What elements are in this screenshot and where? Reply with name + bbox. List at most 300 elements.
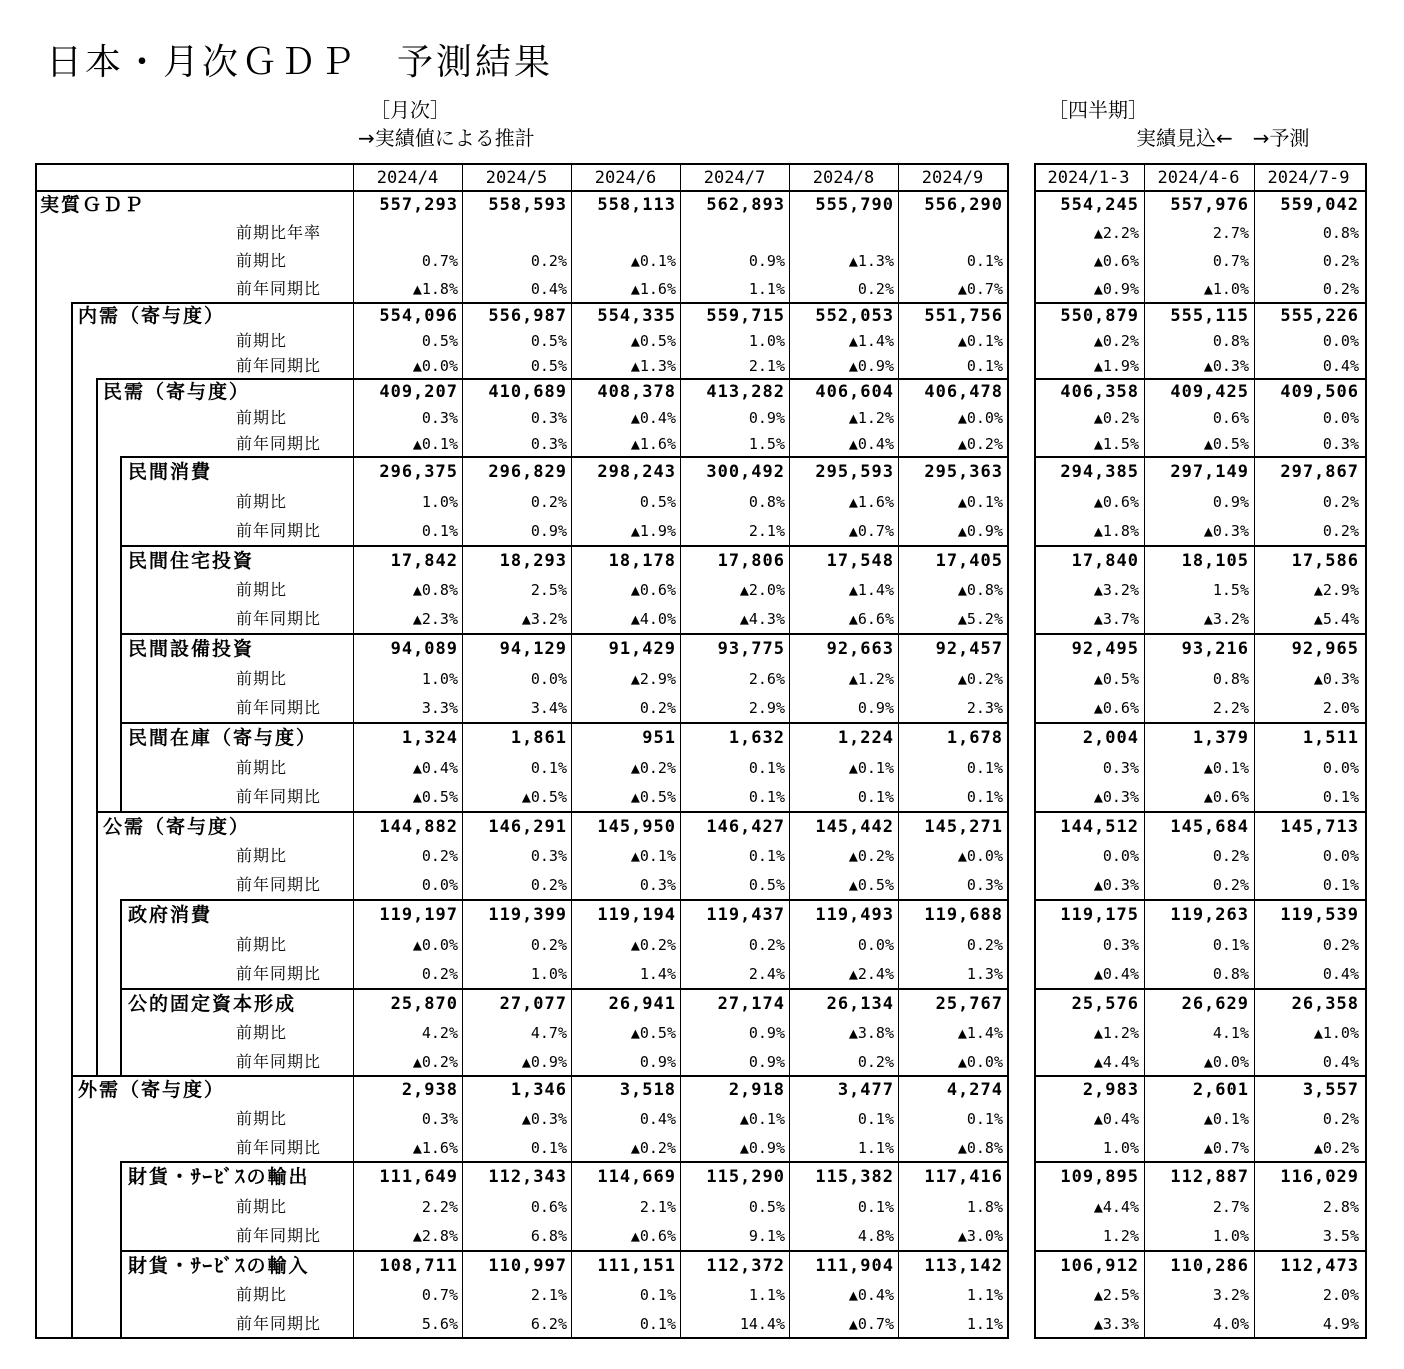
table-cell: 1.0%: [530, 965, 567, 984]
table-cell: 1,224: [837, 727, 894, 748]
table-cell: 554,245: [1060, 195, 1139, 215]
row-label-9: 公的固定資本形成: [128, 992, 297, 1015]
table-cell: 146,291: [488, 816, 567, 837]
row-sublabel: 前期比: [236, 668, 288, 688]
table-cell: 559,042: [1280, 195, 1359, 215]
table-cell: 1,346: [510, 1080, 567, 1101]
table-cell: [357, 220, 458, 246]
table-cell: 0.2%: [530, 876, 567, 895]
row-sublabel: 前年同期比: [236, 1226, 322, 1246]
table-cell: 0.5%: [639, 492, 676, 511]
table-cell: ▲0.2%: [957, 435, 1003, 453]
table-cell: ▲0.0%: [412, 357, 458, 376]
table-cell: ▲2.2%: [1093, 224, 1139, 242]
table-cell: 0.4%: [1322, 1052, 1359, 1071]
table-cell: 554,335: [597, 305, 676, 326]
table-cell: 0.0%: [1322, 409, 1359, 427]
table-cell: ▲0.1%: [1203, 758, 1249, 777]
table-cell: ▲0.4%: [412, 758, 458, 777]
table-cell: 409,506: [1280, 382, 1359, 402]
table-cell: 0.8%: [1212, 965, 1249, 984]
table-cell: ▲0.5%: [630, 332, 676, 350]
table-cell: 295,593: [815, 461, 894, 482]
table-cell: 0.4%: [530, 280, 567, 298]
table-cell: 4.9%: [1322, 1314, 1359, 1333]
table-cell: 1.5%: [748, 435, 785, 453]
table-cell: 18,178: [608, 550, 676, 571]
table-cell: 113,142: [924, 1255, 1003, 1276]
table-cell: ▲0.7%: [957, 280, 1003, 298]
table-cell: 4.2%: [421, 1023, 458, 1042]
table-cell: ▲1.0%: [1313, 1023, 1359, 1042]
row-label-6: 民間在庫（寄与度）: [128, 726, 318, 749]
table-cell: ▲1.0%: [1203, 280, 1249, 298]
column-header-month: 2024/4: [376, 168, 439, 188]
table-cell: ▲2.8%: [412, 1227, 458, 1246]
row-label-1: 内需（寄与度）: [78, 304, 226, 327]
table-cell: 26,941: [608, 993, 676, 1014]
table-cell: 5.6%: [421, 1314, 458, 1333]
row-sublabel: 前年同期比: [236, 434, 322, 453]
table-cell: ▲0.9%: [1093, 280, 1139, 298]
table-cell: 0.2%: [530, 935, 567, 954]
table-cell: 0.1%: [421, 522, 458, 541]
table-cell: 17,548: [826, 550, 894, 571]
table-cell: 0.8%: [1212, 669, 1249, 688]
table-cell: 296,829: [488, 461, 567, 482]
table-cell: 1.5%: [1212, 581, 1249, 599]
table-cell: 1.0%: [748, 332, 785, 350]
table-cell: 119,175: [1060, 904, 1139, 925]
table-cell: 1.3%: [966, 965, 1003, 984]
table-cell: 0.0%: [857, 935, 894, 954]
table-cell: 0.1%: [1212, 935, 1249, 954]
table-cell: ▲3.2%: [1093, 581, 1139, 599]
table-cell: ▲1.3%: [630, 357, 676, 376]
table-cell: 551,756: [924, 305, 1003, 326]
table-cell: 0.2%: [530, 252, 567, 270]
table-cell: 92,457: [935, 638, 1003, 659]
table-cell: 294,385: [1060, 461, 1139, 482]
table-cell: ▲0.5%: [521, 788, 567, 807]
table-cell: ▲1.2%: [848, 409, 894, 427]
table-cell: 0.2%: [1212, 847, 1249, 865]
table-cell: 0.3%: [530, 435, 567, 453]
table-cell: ▲0.6%: [630, 581, 676, 599]
row-sublabel: 前年同期比: [236, 1137, 322, 1157]
table-cell: 110,997: [488, 1255, 567, 1276]
table-cell: ▲0.2%: [630, 758, 676, 777]
row-sublabel: 前年同期比: [236, 698, 322, 718]
table-cell: 0.5%: [530, 357, 567, 376]
table-cell: 0.5%: [748, 876, 785, 895]
table-cell: [466, 220, 567, 246]
table-cell: 0.0%: [1322, 847, 1359, 865]
table-cell: 25,576: [1071, 993, 1139, 1014]
table-cell: 555,115: [1170, 305, 1249, 326]
table-cell: 26,629: [1181, 993, 1249, 1014]
table-cell: ▲0.1%: [957, 492, 1003, 511]
table-cell: ▲1.9%: [1093, 357, 1139, 376]
table-cell: 0.9%: [857, 699, 894, 718]
row-sublabel: 前年同期比: [236, 1313, 322, 1333]
table-cell: 0.5%: [421, 332, 458, 350]
table-cell: ▲1.6%: [630, 435, 676, 453]
table-cell: 112,372: [706, 1255, 785, 1276]
table-cell: ▲0.9%: [739, 1138, 785, 1157]
table-cell: 18,105: [1181, 550, 1249, 571]
table-cell: 115,382: [815, 1166, 894, 1187]
table-cell: ▲0.3%: [1093, 788, 1139, 807]
table-cell: ▲1.2%: [848, 669, 894, 688]
table-cell: 1,678: [946, 727, 1003, 748]
table-cell: 300,492: [706, 461, 785, 482]
table-cell: 1.1%: [966, 1314, 1003, 1333]
row-sublabel: 前年同期比: [236, 521, 322, 541]
table-cell: 111,649: [379, 1166, 458, 1187]
table-cell: 119,197: [379, 904, 458, 925]
table-cell: 409,425: [1170, 382, 1249, 402]
table-cell: ▲0.4%: [848, 435, 894, 453]
table-cell: 145,684: [1170, 816, 1249, 837]
row-sublabel: 前期比: [236, 580, 288, 599]
table-cell: 1.1%: [748, 1285, 785, 1304]
table-cell: 0.2%: [1322, 492, 1359, 511]
table-cell: ▲5.4%: [1313, 610, 1359, 629]
table-cell: ▲0.2%: [630, 1138, 676, 1157]
table-cell: 0.3%: [1322, 435, 1359, 453]
table-cell: 0.0%: [1322, 332, 1359, 350]
table-cell: ▲0.8%: [412, 581, 458, 599]
table-cell: 0.1%: [530, 1138, 567, 1157]
table-cell: 0.2%: [966, 935, 1003, 954]
table-cell: ▲0.4%: [1093, 1110, 1139, 1128]
table-cell: ▲0.5%: [412, 788, 458, 807]
table-cell: ▲1.2%: [1093, 1023, 1139, 1042]
table-cell: 0.1%: [857, 1110, 894, 1128]
row-sublabel: 前期比年率: [236, 223, 322, 242]
table-cell: 0.2%: [421, 847, 458, 865]
column-header-month: 2024/6: [594, 168, 657, 188]
table-cell: 18,293: [499, 550, 567, 571]
table-cell: 0.2%: [1212, 876, 1249, 895]
table-cell: 110,286: [1170, 1255, 1249, 1276]
table-cell: 0.1%: [966, 758, 1003, 777]
table-cell: 1.0%: [421, 492, 458, 511]
table-cell: 410,689: [488, 382, 567, 402]
table-cell: ▲1.4%: [848, 581, 894, 599]
table-cell: 0.9%: [748, 1023, 785, 1042]
table-cell: 119,194: [597, 904, 676, 925]
table-cell: 119,399: [488, 904, 567, 925]
table-cell: ▲0.8%: [957, 1138, 1003, 1157]
table-cell: 94,129: [499, 638, 567, 659]
table-cell: 116,029: [1280, 1166, 1359, 1187]
table-cell: ▲4.4%: [1093, 1052, 1139, 1071]
table-cell: ▲0.6%: [1093, 699, 1139, 718]
table-cell: ▲0.6%: [1093, 492, 1139, 511]
table-cell: 119,539: [1280, 904, 1359, 925]
table-cell: 0.3%: [966, 876, 1003, 895]
table-cell: 552,053: [815, 305, 894, 326]
table-cell: 0.3%: [1102, 935, 1139, 954]
table-cell: 0.4%: [1322, 965, 1359, 984]
table-cell: ▲0.0%: [1203, 1052, 1249, 1071]
table-cell: ▲4.0%: [630, 610, 676, 629]
table-cell: 2.0%: [1322, 1285, 1359, 1304]
table-cell: 0.5%: [530, 332, 567, 350]
table-cell: 4.0%: [1212, 1314, 1249, 1333]
table-cell: 1.1%: [857, 1138, 894, 1157]
table-cell: 2.6%: [748, 669, 785, 688]
group-divider: [120, 633, 1007, 635]
table-cell: ▲4.3%: [739, 610, 785, 629]
table-cell: 2,938: [401, 1080, 458, 1101]
table-cell: 2.2%: [421, 1197, 458, 1216]
table-cell: 0.6%: [530, 1197, 567, 1216]
table-cell: 298,243: [597, 461, 676, 482]
table-cell: [684, 220, 785, 246]
table-cell: ▲1.4%: [848, 332, 894, 350]
row-sublabel: 前期比: [236, 1196, 288, 1216]
table-cell: ▲3.2%: [1203, 610, 1249, 629]
table-cell: ▲0.1%: [848, 758, 894, 777]
table-cell: ▲3.0%: [957, 1227, 1003, 1246]
table-cell: ▲0.9%: [521, 1052, 567, 1071]
table-cell: ▲0.1%: [630, 252, 676, 270]
row-sublabel: 前期比: [236, 408, 288, 427]
table-cell: 108,711: [379, 1255, 458, 1276]
table-cell: 1,324: [401, 727, 458, 748]
table-cell: ▲1.8%: [412, 280, 458, 298]
table-cell: ▲1.5%: [1093, 435, 1139, 453]
table-cell: ▲1.6%: [630, 280, 676, 298]
column-header-quarter: 2024/4-6: [1157, 168, 1240, 188]
table-cell: 0.2%: [1322, 522, 1359, 541]
column-header-month: 2024/7: [703, 168, 766, 188]
table-cell: ▲0.8%: [957, 581, 1003, 599]
table-cell: ▲0.9%: [848, 357, 894, 376]
row-sublabel: 前期比: [236, 331, 288, 350]
table-cell: ▲0.3%: [1203, 357, 1249, 376]
table-cell: 0.5%: [748, 1197, 785, 1216]
quarterly-note: 実績見込← →予測: [1136, 126, 1310, 150]
monthly-bracket-label: ［月次］: [370, 98, 450, 122]
table-cell: 1,379: [1192, 727, 1249, 748]
table-cell: 556,987: [488, 305, 567, 326]
table-cell: 2,983: [1082, 1080, 1139, 1101]
table-cell: 27,174: [717, 993, 785, 1014]
table-cell: 25,870: [390, 993, 458, 1014]
table-cell: 3,477: [837, 1080, 894, 1101]
table-cell: 550,879: [1060, 305, 1139, 326]
row-sublabel: 前期比: [236, 757, 288, 777]
group-divider: [1034, 722, 1365, 724]
table-cell: 1.0%: [1212, 1227, 1249, 1246]
table-cell: ▲0.0%: [412, 935, 458, 954]
table-cell: ▲0.3%: [521, 1110, 567, 1128]
table-cell: 1.0%: [421, 669, 458, 688]
tree-indent-line: [71, 302, 73, 1337]
table-cell: ▲0.4%: [848, 1285, 894, 1304]
table-cell: 119,263: [1170, 904, 1249, 925]
table-cell: ▲0.2%: [1093, 332, 1139, 350]
table-cell: 1.1%: [748, 280, 785, 298]
table-cell: [902, 220, 1003, 246]
table-cell: 0.9%: [748, 1052, 785, 1071]
table-cell: 0.0%: [530, 669, 567, 688]
table-cell: 111,151: [597, 1255, 676, 1276]
table-cell: 1.8%: [966, 1197, 1003, 1216]
table-cell: 93,216: [1181, 638, 1249, 659]
group-divider: [120, 722, 1007, 724]
table-cell: ▲0.3%: [1313, 669, 1359, 688]
table-cell: 0.2%: [1322, 280, 1359, 298]
table-cell: ▲2.9%: [1313, 581, 1359, 599]
table-cell: 111,904: [815, 1255, 894, 1276]
table-cell: ▲0.1%: [957, 332, 1003, 350]
quarterly-bracket-label: ［四半期］: [1048, 98, 1148, 122]
row-sublabel: 前年同期比: [236, 875, 322, 895]
row-label-8: 政府消費: [128, 903, 213, 926]
table-cell: ▲3.3%: [1093, 1314, 1139, 1333]
tree-indent-line: [120, 1161, 122, 1337]
table-cell: 3.2%: [1212, 1285, 1249, 1304]
table-cell: 26,358: [1291, 993, 1359, 1014]
table-cell: 4.7%: [530, 1023, 567, 1042]
table-cell: 0.2%: [1322, 935, 1359, 954]
table-cell: 112,473: [1280, 1255, 1359, 1276]
row-label-4: 民間住宅投資: [128, 549, 255, 572]
row-sublabel: 前年同期比: [236, 1051, 322, 1071]
group-divider: [120, 456, 1007, 458]
table-cell: 144,512: [1060, 816, 1139, 837]
table-cell: ▲2.3%: [412, 610, 458, 629]
table-cell: 0.3%: [530, 409, 567, 427]
table-cell: ▲0.0%: [957, 409, 1003, 427]
table-cell: 145,271: [924, 816, 1003, 837]
table-cell: 555,790: [815, 195, 894, 215]
table-cell: 0.1%: [748, 847, 785, 865]
row-sublabel: 前期比: [236, 934, 288, 954]
table-cell: 0.7%: [1212, 252, 1249, 270]
table-cell: 2.1%: [748, 522, 785, 541]
table-cell: 4,274: [946, 1080, 1003, 1101]
table-cell: 409,207: [379, 382, 458, 402]
table-cell: 559,715: [706, 305, 785, 326]
table-cell: 0.8%: [748, 492, 785, 511]
table-cell: 295,363: [924, 461, 1003, 482]
table-cell: ▲0.3%: [1203, 522, 1249, 541]
table-cell: 0.3%: [1102, 758, 1139, 777]
table-cell: 558,113: [597, 195, 676, 215]
table-cell: 114,669: [597, 1166, 676, 1187]
table-cell: 0.2%: [857, 280, 894, 298]
table-cell: 119,688: [924, 904, 1003, 925]
group-divider: [1034, 899, 1365, 901]
row-label-12: 財貨・ｻｰﾋﾞｽの輸入: [128, 1254, 310, 1277]
column-header-quarter: 2024/7-9: [1267, 168, 1350, 188]
table-cell: ▲0.5%: [630, 1023, 676, 1042]
table-cell: ▲0.5%: [1093, 669, 1139, 688]
table-cell: ▲0.2%: [630, 935, 676, 954]
table-cell: 2.1%: [748, 357, 785, 376]
table-cell: 2,601: [1192, 1080, 1249, 1101]
table-cell: 1,861: [510, 727, 567, 748]
table-cell: 25,767: [935, 993, 1003, 1014]
table-cell: ▲1.6%: [848, 492, 894, 511]
table-cell: 3,557: [1302, 1080, 1359, 1101]
table-cell: 17,840: [1071, 550, 1139, 571]
table-cell: ▲0.2%: [412, 1052, 458, 1071]
table-cell: 0.9%: [639, 1052, 676, 1071]
group-divider: [120, 899, 1007, 901]
table-cell: 4.1%: [1212, 1023, 1249, 1042]
table-cell: 0.2%: [421, 965, 458, 984]
table-cell: 562,893: [706, 195, 785, 215]
table-cell: 2.7%: [1212, 1197, 1249, 1216]
table-cell: 112,343: [488, 1166, 567, 1187]
table-cell: 117,416: [924, 1166, 1003, 1187]
table-cell: 406,358: [1060, 382, 1139, 402]
group-divider: [120, 1161, 1007, 1163]
table-cell: 2.5%: [530, 581, 567, 599]
table-cell: 3.4%: [530, 699, 567, 718]
table-cell: 3.5%: [1322, 1227, 1359, 1246]
table-cell: 0.1%: [1322, 788, 1359, 807]
table-cell: 0.2%: [639, 699, 676, 718]
table-cell: 557,976: [1170, 195, 1249, 215]
table-cell: 0.1%: [748, 758, 785, 777]
table-cell: 0.2%: [1322, 252, 1359, 270]
table-cell: 0.6%: [1212, 409, 1249, 427]
table-cell: 0.9%: [1212, 492, 1249, 511]
table-cell: 2.1%: [639, 1197, 676, 1216]
table-cell: 0.3%: [639, 876, 676, 895]
table-cell: ▲1.3%: [848, 252, 894, 270]
table-cell: ▲1.4%: [957, 1023, 1003, 1042]
table-cell: 0.9%: [748, 252, 785, 270]
table-cell: 555,226: [1280, 305, 1359, 326]
table-cell: ▲0.2%: [1313, 1138, 1359, 1157]
row-sublabel: 前年同期比: [236, 964, 322, 984]
table-cell: 6.8%: [530, 1227, 567, 1246]
table-cell: ▲0.0%: [957, 1052, 1003, 1071]
table-cell: ▲0.0%: [957, 847, 1003, 865]
table-cell: 1,511: [1302, 727, 1359, 748]
table-cell: 0.0%: [421, 876, 458, 895]
table-cell: ▲3.8%: [848, 1023, 894, 1042]
monthly-note: →実績値による推計: [358, 126, 535, 150]
table-cell: 92,965: [1291, 638, 1359, 659]
table-cell: 17,405: [935, 550, 1003, 571]
table-cell: 0.3%: [421, 1110, 458, 1128]
row-label-5: 民間設備投資: [128, 637, 255, 660]
table-cell: 0.9%: [748, 409, 785, 427]
table-cell: ▲0.5%: [848, 876, 894, 895]
table-cell: 0.1%: [857, 1197, 894, 1216]
page-title: 日本・月次ＧＤＰ 予測結果: [46, 42, 554, 83]
table-cell: 0.1%: [966, 357, 1003, 376]
table-cell: 413,282: [706, 382, 785, 402]
row-sublabel: 前年同期比: [236, 609, 322, 629]
table-cell: ▲1.8%: [1093, 522, 1139, 541]
table-cell: ▲3.2%: [521, 610, 567, 629]
table-cell: 951: [642, 727, 676, 748]
row-label-7: 公需（寄与度）: [103, 815, 251, 838]
table-cell: ▲1.6%: [412, 1138, 458, 1157]
table-cell: ▲4.4%: [1093, 1197, 1139, 1216]
